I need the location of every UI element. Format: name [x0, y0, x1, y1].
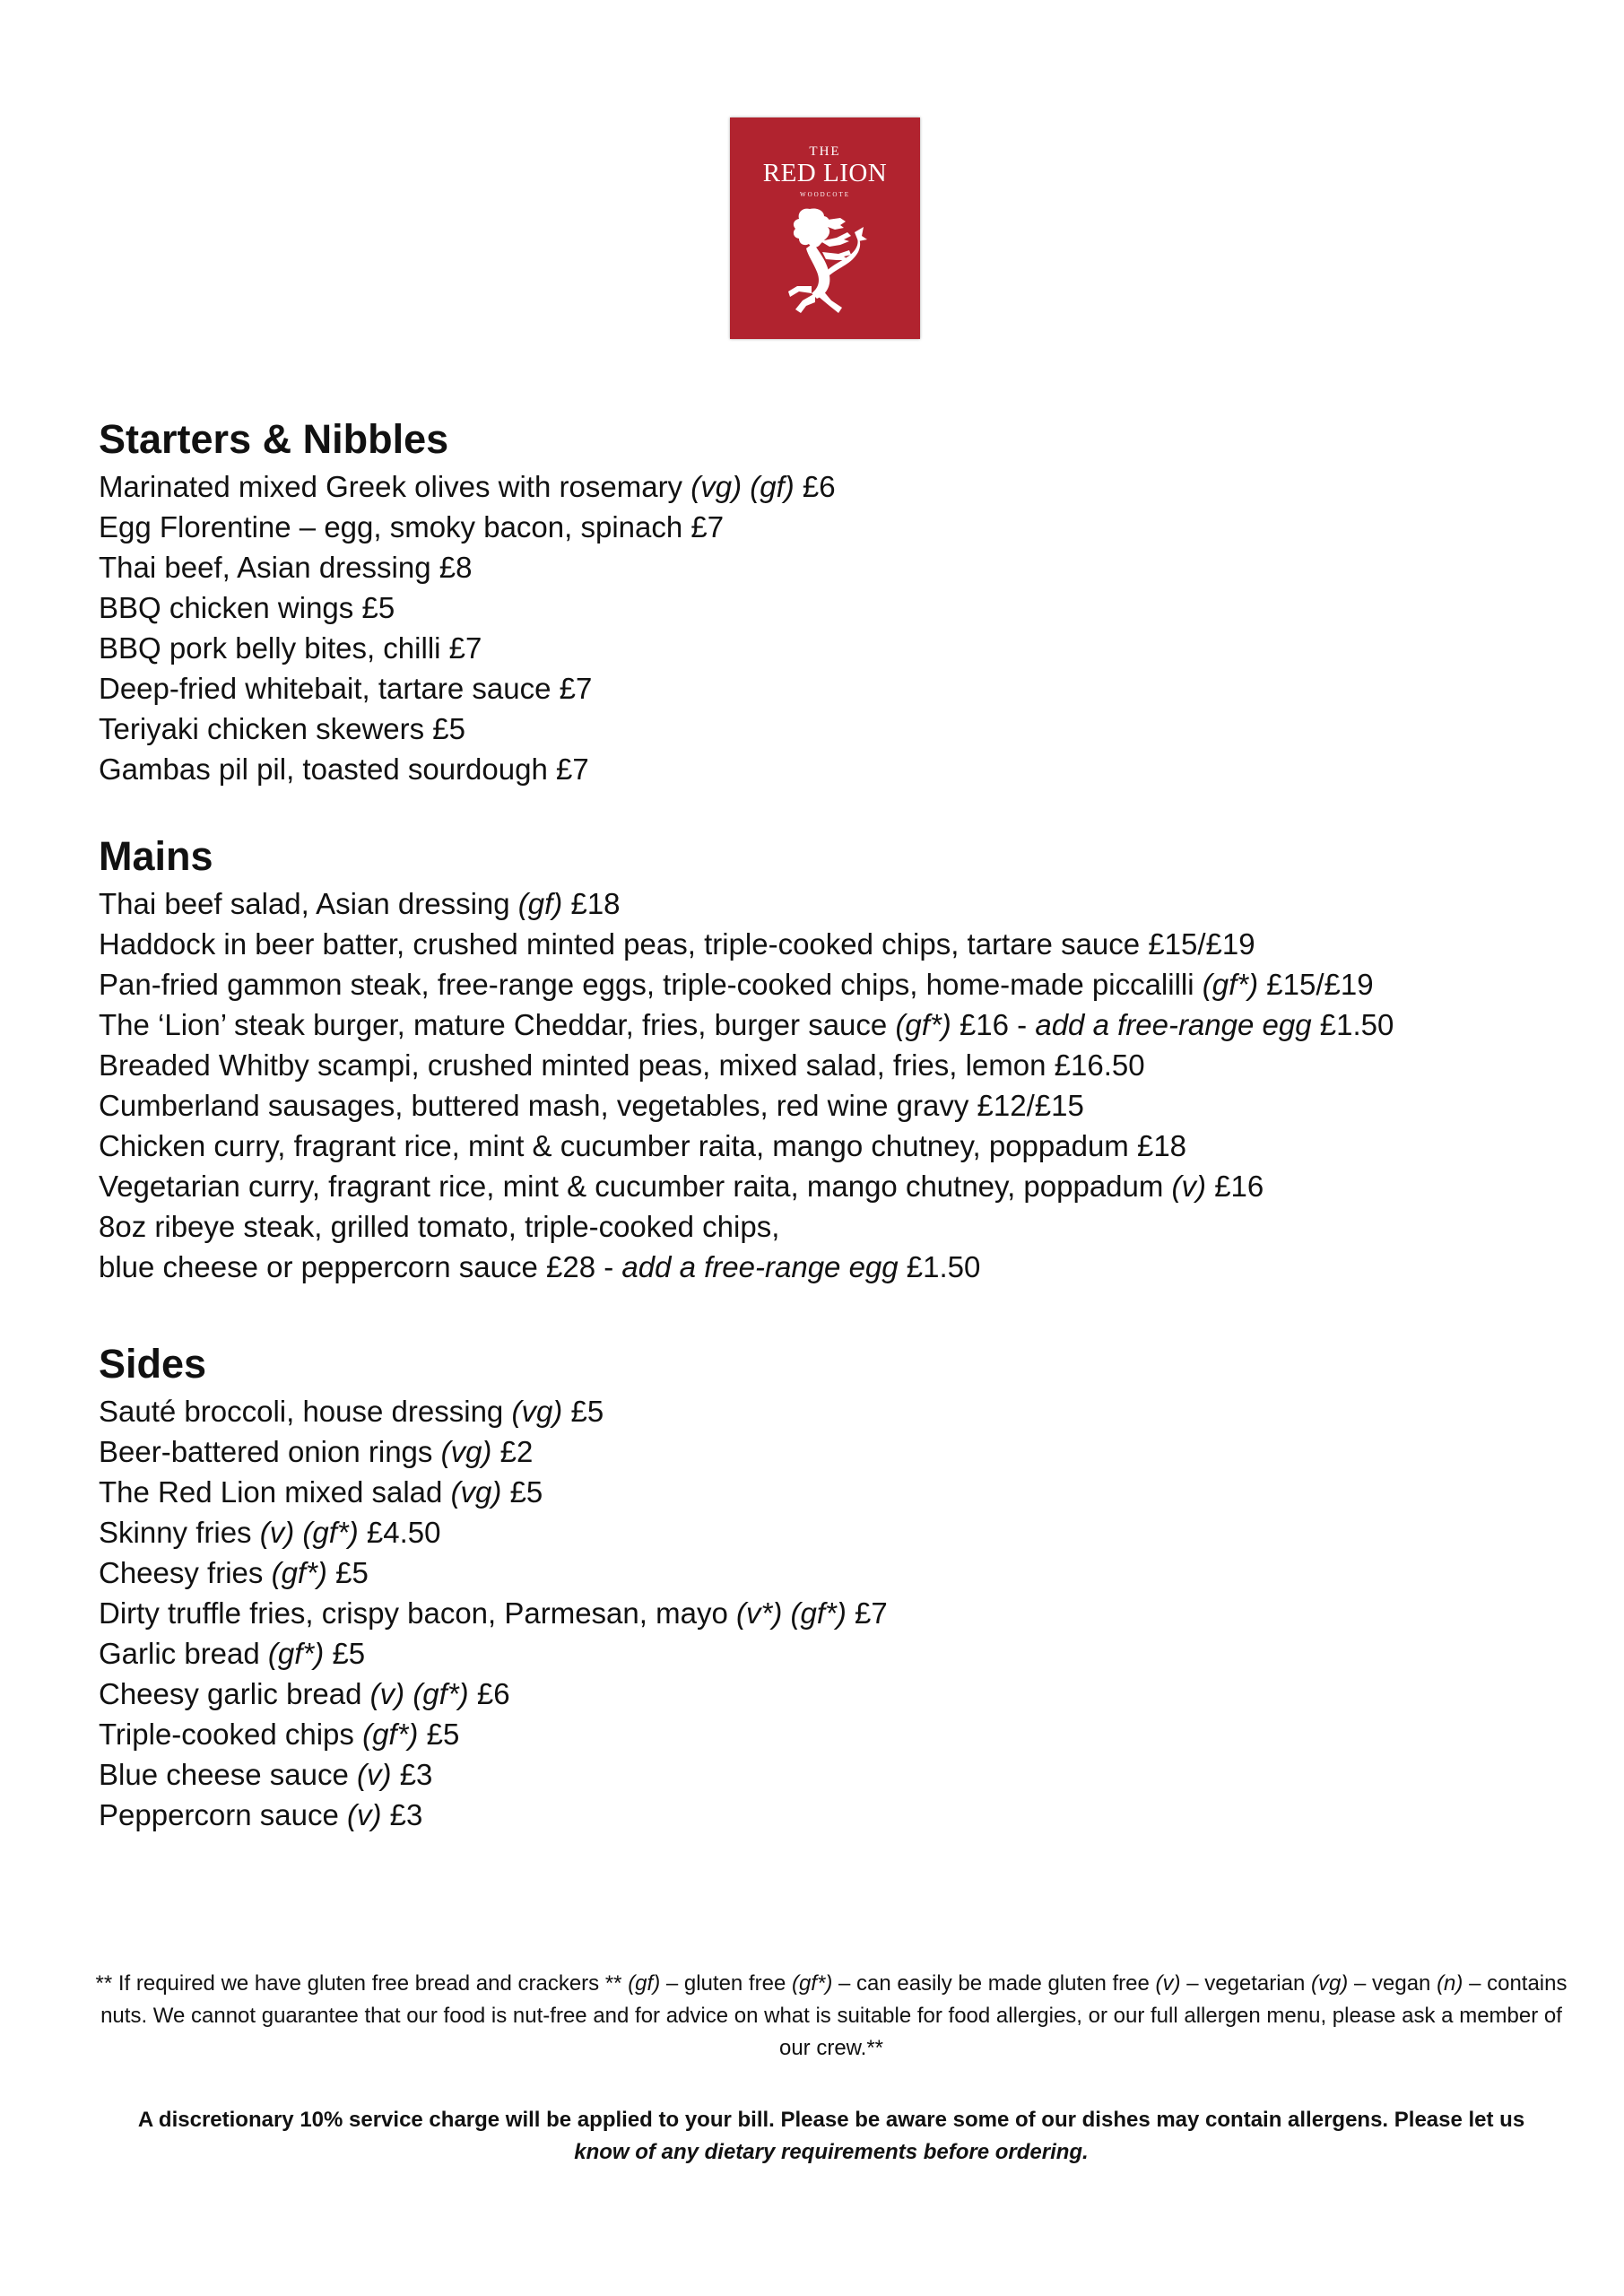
- menu-item: [99, 1795, 1551, 1835]
- item-name: The ‘Lion’ steak burger, mature Cheddar, fries, burger sauce: [99, 1008, 888, 1041]
- item-price: £7: [559, 672, 593, 705]
- item-name: Blue cheese sauce: [99, 1758, 349, 1791]
- item-name: Cheesy garlic bread: [99, 1677, 362, 1710]
- item-price: £4.50: [366, 1516, 441, 1549]
- item-name: BBQ chicken wings: [99, 591, 354, 624]
- notes-code-gf-star: (gf*): [791, 1971, 833, 1996]
- dietary-codes: (gf*): [271, 1556, 327, 1589]
- service-charge-notice: [85, 2104, 1577, 2169]
- menu-item: [99, 883, 1551, 924]
- menu-item: [99, 709, 1551, 749]
- item-price: £5: [361, 591, 395, 624]
- item-price: £16.50: [1054, 1048, 1145, 1082]
- dietary-codes: (gf*): [362, 1718, 419, 1751]
- menu-item: [99, 587, 1551, 628]
- menu-item: [99, 924, 1551, 964]
- item-name: Skinny fries: [99, 1516, 252, 1549]
- dietary-codes: (gf): [517, 887, 563, 920]
- dietary-codes: (gf*): [1202, 968, 1259, 1001]
- item-price: £5: [335, 1556, 369, 1589]
- starters-heading: Starters & Nibbles: [99, 416, 449, 462]
- item-name: Chicken curry, fragrant rice, mint & cucumber raita, mango chutney, poppadum: [99, 1129, 1129, 1162]
- sides-heading: Sides: [99, 1341, 207, 1387]
- item-price: £18: [570, 887, 621, 920]
- item-name: Cheesy fries: [99, 1556, 264, 1589]
- dietary-codes: (gf*): [267, 1637, 325, 1670]
- item-price: £7: [448, 631, 482, 665]
- menu-item: [99, 466, 1551, 507]
- menu-item: [99, 1512, 1551, 1552]
- item-name: 8oz ribeye steak, grilled tomato, triple-cooked chips,: [99, 1210, 780, 1243]
- item-extra: add a free-range egg: [1035, 1008, 1312, 1041]
- item-name: Gambas pil pil, toasted sourdough: [99, 752, 548, 786]
- item-price: £3: [389, 1798, 423, 1831]
- item-name: Thai beef salad, Asian dressing: [99, 887, 510, 920]
- sides-section: [99, 1337, 1551, 1835]
- dietary-codes: (v): [347, 1798, 382, 1831]
- item-name: Pan-fried gammon steak, free-range eggs, triple-cooked chips, home-made piccalilli: [99, 968, 1194, 1001]
- logo-location-text: WOODCOTE: [799, 191, 851, 198]
- sides-list: [99, 1391, 1551, 1835]
- notes-text-3: – can easily be made gluten free: [838, 1971, 1150, 1996]
- menu-item: [99, 1633, 1551, 1674]
- logo-the-text: THE: [809, 144, 841, 159]
- item-price: £16: [1214, 1170, 1264, 1203]
- dietary-codes: (vg): [511, 1395, 563, 1428]
- item-price: £7: [690, 510, 725, 544]
- logo-name-text: RED LION: [762, 159, 888, 187]
- menu-item: [99, 1391, 1551, 1431]
- item-name: BBQ pork belly bites, chilli: [99, 631, 441, 665]
- item-price: £28 -: [546, 1250, 614, 1283]
- item-price: £5: [509, 1475, 543, 1509]
- menu-item: [99, 964, 1551, 1004]
- notes-code-vg: (vg): [1310, 1971, 1349, 1996]
- item-name: Egg Florentine – egg, smoky bacon, spinach: [99, 510, 683, 544]
- item-name: Teriyaki chicken skewers: [99, 712, 425, 745]
- item-name: Sauté broccoli, house dressing: [99, 1395, 504, 1428]
- item-name: Breaded Whitby scampi, crushed minted peas, mixed salad, fries, lemon: [99, 1048, 1046, 1082]
- item-name: Vegetarian curry, fragrant rice, mint & cucumber raita, mango chutney, poppadum: [99, 1170, 1164, 1203]
- mains-list: [99, 883, 1551, 1287]
- menu-item: [99, 1166, 1551, 1206]
- item-price: £5: [332, 1637, 366, 1670]
- item-name: Triple-cooked chips: [99, 1718, 354, 1751]
- notes-text-6: – contains nuts. We cannot guarantee that our food is nut-free and for advice on what is suitable for food allergies, or our full allergen menu, please ask a member of our crew.**: [100, 1971, 1568, 2060]
- item-price: £5: [570, 1395, 604, 1428]
- dietary-codes: (v): [357, 1758, 392, 1791]
- notes-text-4: – vegetarian: [1186, 1971, 1306, 1996]
- mains-heading: Mains: [99, 833, 213, 879]
- notes-text-2: – gluten free: [665, 1971, 786, 1996]
- item-name: Marinated mixed Greek olives with rosemary: [99, 470, 683, 503]
- menu-item: [99, 628, 1551, 668]
- menu-item: [99, 1126, 1551, 1166]
- menu-item: [99, 668, 1551, 709]
- item-name: The Red Lion mixed salad: [99, 1475, 443, 1509]
- menu-item: [99, 1593, 1551, 1633]
- item-name: Haddock in beer batter, crushed minted peas, triple-cooked chips, tartare sauce: [99, 927, 1141, 961]
- menu-item: [99, 1045, 1551, 1085]
- item-name: Thai beef, Asian dressing: [99, 551, 431, 584]
- dietary-codes: (v): [1171, 1170, 1207, 1203]
- menu: [99, 413, 1551, 1835]
- notes-code-gf: (gf): [628, 1971, 661, 1996]
- extra-price: £1.50: [906, 1250, 981, 1283]
- item-price: £6: [476, 1677, 510, 1710]
- menu-item: [99, 1552, 1551, 1593]
- notes-code-n: (n): [1437, 1971, 1463, 1996]
- item-price: £15/£19: [1148, 927, 1255, 961]
- dietary-requirements-text: know of any dietary requirements before ordering.: [574, 2140, 1089, 2164]
- menu-item: [99, 1004, 1551, 1045]
- notes-code-v: (v): [1155, 1971, 1181, 1996]
- extra-price: £1.50: [1319, 1008, 1394, 1041]
- starters-list: [99, 466, 1551, 789]
- starters-section: [99, 413, 1551, 789]
- item-price: £2: [499, 1435, 534, 1468]
- item-price: £7: [855, 1596, 888, 1630]
- item-name: Peppercorn sauce: [99, 1798, 339, 1831]
- item-price: £8: [439, 551, 473, 584]
- item-price: £15/£19: [1266, 968, 1374, 1001]
- item-name: blue cheese or peppercorn sauce: [99, 1250, 538, 1283]
- menu-item: [99, 1431, 1551, 1472]
- item-price: £18: [1136, 1129, 1187, 1162]
- lion-rampant-icon: [776, 200, 874, 321]
- dietary-codes: (vg): [450, 1475, 502, 1509]
- dietary-codes: (vg): [440, 1435, 492, 1468]
- dietary-codes: (v*) (gf*): [735, 1596, 847, 1630]
- dietary-codes: (vg) (gf): [690, 470, 795, 503]
- item-name: Deep-fried whitebait, tartare sauce: [99, 672, 551, 705]
- item-price: £16 -: [959, 1008, 1028, 1041]
- menu-item: [99, 1472, 1551, 1512]
- item-extra: add a free-range egg: [621, 1250, 899, 1283]
- item-price: £6: [802, 470, 836, 503]
- item-price: £3: [399, 1758, 433, 1791]
- dietary-codes: (v) (gf*): [259, 1516, 359, 1549]
- item-price: £5: [432, 712, 466, 745]
- item-name: Garlic bread: [99, 1637, 260, 1670]
- notes-text-1: ** If required we have gluten free bread and crackers **: [95, 1971, 622, 1996]
- menu-item: [99, 749, 1551, 789]
- menu-item: [99, 547, 1551, 587]
- menu-item: [99, 1206, 1551, 1247]
- menu-item: [99, 1674, 1551, 1714]
- notes-text-5: – vegan: [1353, 1971, 1431, 1996]
- service-charge-text: A discretionary 10% service charge will be applied to your bill. Please be aware some of our dishes may contain allergens. Please let us: [137, 2108, 1525, 2132]
- menu-item: [99, 1247, 1551, 1287]
- menu-item: [99, 507, 1551, 547]
- red-lion-logo: [730, 117, 920, 339]
- item-price: £7: [555, 752, 589, 786]
- item-name: Cumberland sausages, buttered mash, vegetables, red wine gravy: [99, 1089, 969, 1122]
- item-price: £12/£15: [977, 1089, 1084, 1122]
- menu-item: [99, 1714, 1551, 1754]
- menu-item: [99, 1085, 1551, 1126]
- dietary-codes: (gf*): [895, 1008, 951, 1041]
- item-name: Beer-battered onion rings: [99, 1435, 433, 1468]
- dietary-codes: (v) (gf*): [369, 1677, 469, 1710]
- item-price: £5: [426, 1718, 460, 1751]
- mains-section: [99, 830, 1551, 1287]
- item-name: Dirty truffle fries, crispy bacon, Parmesan, mayo: [99, 1596, 728, 1630]
- menu-item: [99, 1754, 1551, 1795]
- allergen-notes: [85, 1968, 1577, 2065]
